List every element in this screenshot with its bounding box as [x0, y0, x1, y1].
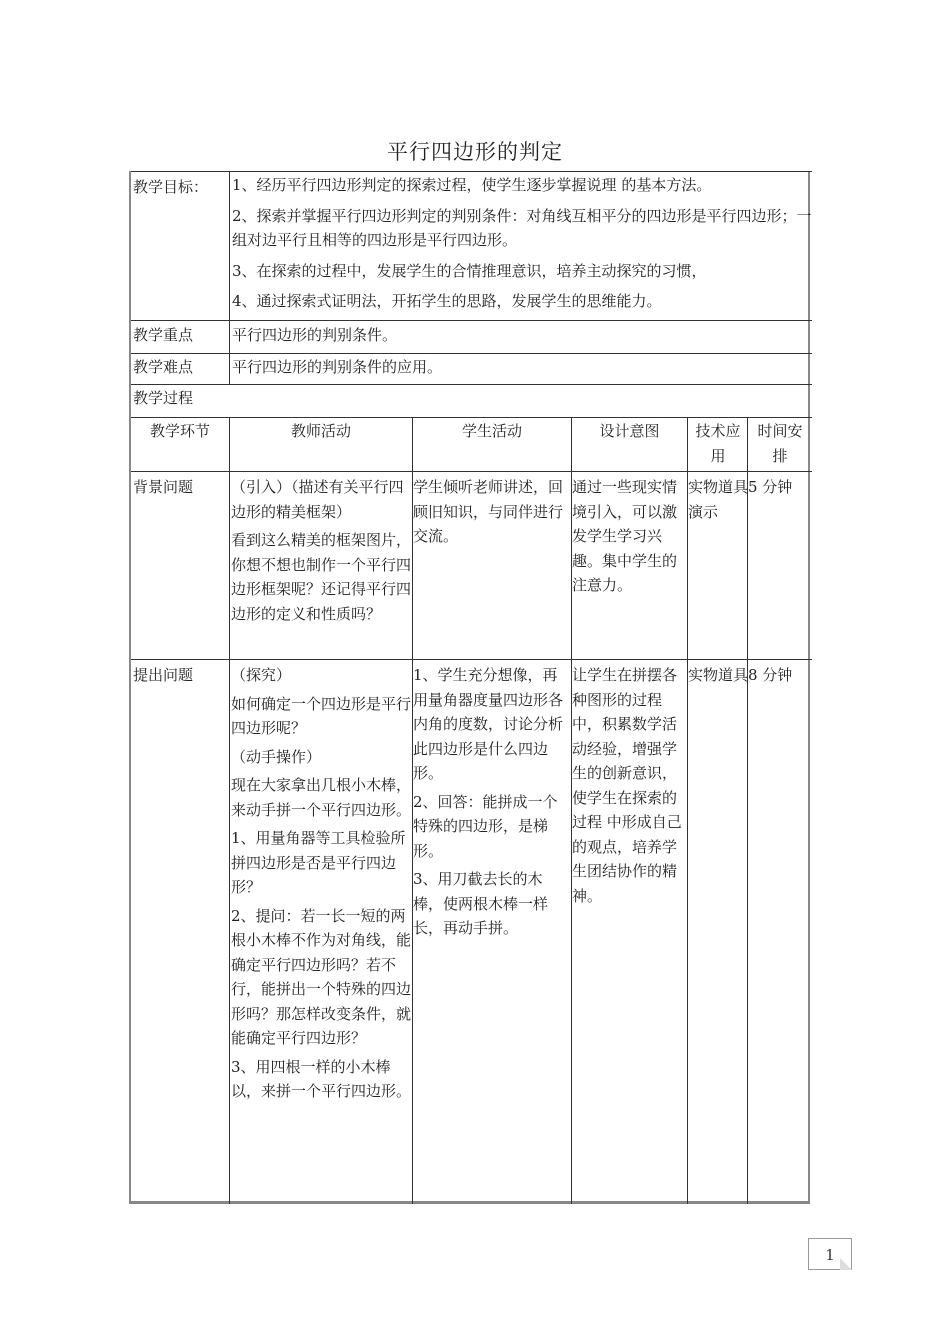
design-intent: 让学生在拼摆各种图形的过程中，积累数学活动经验，增强学生的创新意识，使学生在探索的过程 中形成自己的观点，培养学生团结协作的精神。 [572, 666, 682, 905]
difficulty-value: 平行四边形的判别条件的应用。 [232, 358, 443, 376]
teacher-paragraph: 3、用四根一样的小木棒以，来拼一个平行四边形。 [231, 1057, 412, 1100]
row-rule [131, 320, 812, 321]
tech-application: 实物道具演示 [688, 478, 749, 521]
key-point-value: 平行四边形的判别条件。 [232, 326, 398, 344]
teacher-paragraph: 如何确定一个四边形是平行四边形呢？ [231, 694, 412, 737]
student-paragraph: 2、回答：能拼成一个特殊的四边形，是梯形。 [413, 792, 558, 860]
row-rule [131, 659, 812, 660]
objective-item: 4、通过探索式证明法，开拓学生的思路，发展学生的思维能力。 [232, 292, 662, 310]
student-activity [413, 475, 572, 549]
objective-item: 1、经历平行四边形判定的探索过程，使学生逐步掌握说理 的基本方法。 [232, 176, 712, 194]
row-stage: 背景问题 [133, 478, 194, 496]
column-header-time: 时间安排 [757, 422, 803, 465]
teacher-paragraph: 1、用量角器等工具检验所拼四边形是否是平行四边形？ [231, 829, 406, 896]
objectives-label: 教学目标： [133, 178, 209, 196]
difficulty-label: 教学难点 [133, 358, 194, 376]
process-label: 教学过程 [133, 389, 194, 407]
col-rule [229, 417, 230, 1204]
row-stage: 提出问题 [133, 666, 194, 684]
student-paragraph: 1、学生充分想像，再用量角器度量四边形各内角的度数，讨论分析此四边形是什么四边形。 [413, 666, 564, 782]
teacher-activity [231, 475, 413, 626]
teacher-paragraph: 2、提问：若一长一短的两根小木棒不作为对角线，能确定平行四边形吗？若不行，能拼出一个特殊的四边形吗？那怎样改变条件，就能确定平行四边形？ [231, 906, 412, 1047]
objective-item: 2、探索并掌握平行四边形判定的判别条件：对角线互相平分的四边形是平行四边形；一组对边平行且相等的四边形是平行四边形。 [232, 206, 812, 249]
column-header-tech: 技术应用 [695, 422, 741, 465]
objective-item: 3、在探索的过程中，发展学生的合情推理意识，培养主动探究的习惯， [232, 261, 707, 280]
row-rule [131, 171, 812, 172]
teacher-activity [231, 663, 413, 1104]
design-intent: 通过一些现实情境引入，可以激发学生学习兴趣。集中学生的注意力。 [572, 478, 678, 594]
teacher-paragraph: （探究） [231, 666, 292, 684]
teacher-paragraph: （动手操作） [231, 747, 322, 766]
col-rule [229, 171, 230, 384]
page-title: 平行四边形的判定 [387, 140, 563, 164]
student-paragraph: 学生倾听老师讲述，回顾旧知识，与同伴进行交流。 [413, 478, 564, 545]
page-curl-icon [840, 1258, 852, 1270]
time-allocation: 5 分钟 [748, 478, 793, 496]
tech-application: 实物道具 [688, 666, 749, 684]
student-paragraph: 3、用刀截去长的木棒，使两根木棒一样长，再动手拼。 [413, 870, 549, 937]
row-rule [131, 417, 812, 418]
col-rule [747, 417, 748, 1204]
key-point-label: 教学重点 [133, 326, 194, 344]
row-rule [131, 353, 812, 354]
teacher-paragraph: 看到这么精美的框架图片，你想不想也制作一个平行四边形框架呢？还记得平行四边形的定义和性质吗？ [231, 531, 412, 623]
page-number: 1 [825, 1246, 835, 1264]
column-header-student: 学生活动 [461, 422, 522, 440]
row-rule [131, 384, 812, 385]
column-header-stage: 教学环节 [149, 422, 210, 440]
teacher-paragraph: 现在大家拿出几根小木棒，来动手拼一个平行四边形。 [231, 776, 412, 819]
row-rule [131, 471, 812, 472]
student-activity [413, 663, 572, 941]
column-header-teacher: 教师活动 [290, 422, 351, 440]
column-header-intent: 设计意图 [599, 422, 660, 440]
lesson-plan-table [129, 171, 810, 1204]
time-allocation: 8 分钟 [748, 666, 793, 684]
objectives-list [232, 173, 812, 314]
page-number-badge [808, 1238, 852, 1270]
teacher-paragraph: （引入）（描述有关平行四边形的精美框架） [231, 478, 404, 521]
